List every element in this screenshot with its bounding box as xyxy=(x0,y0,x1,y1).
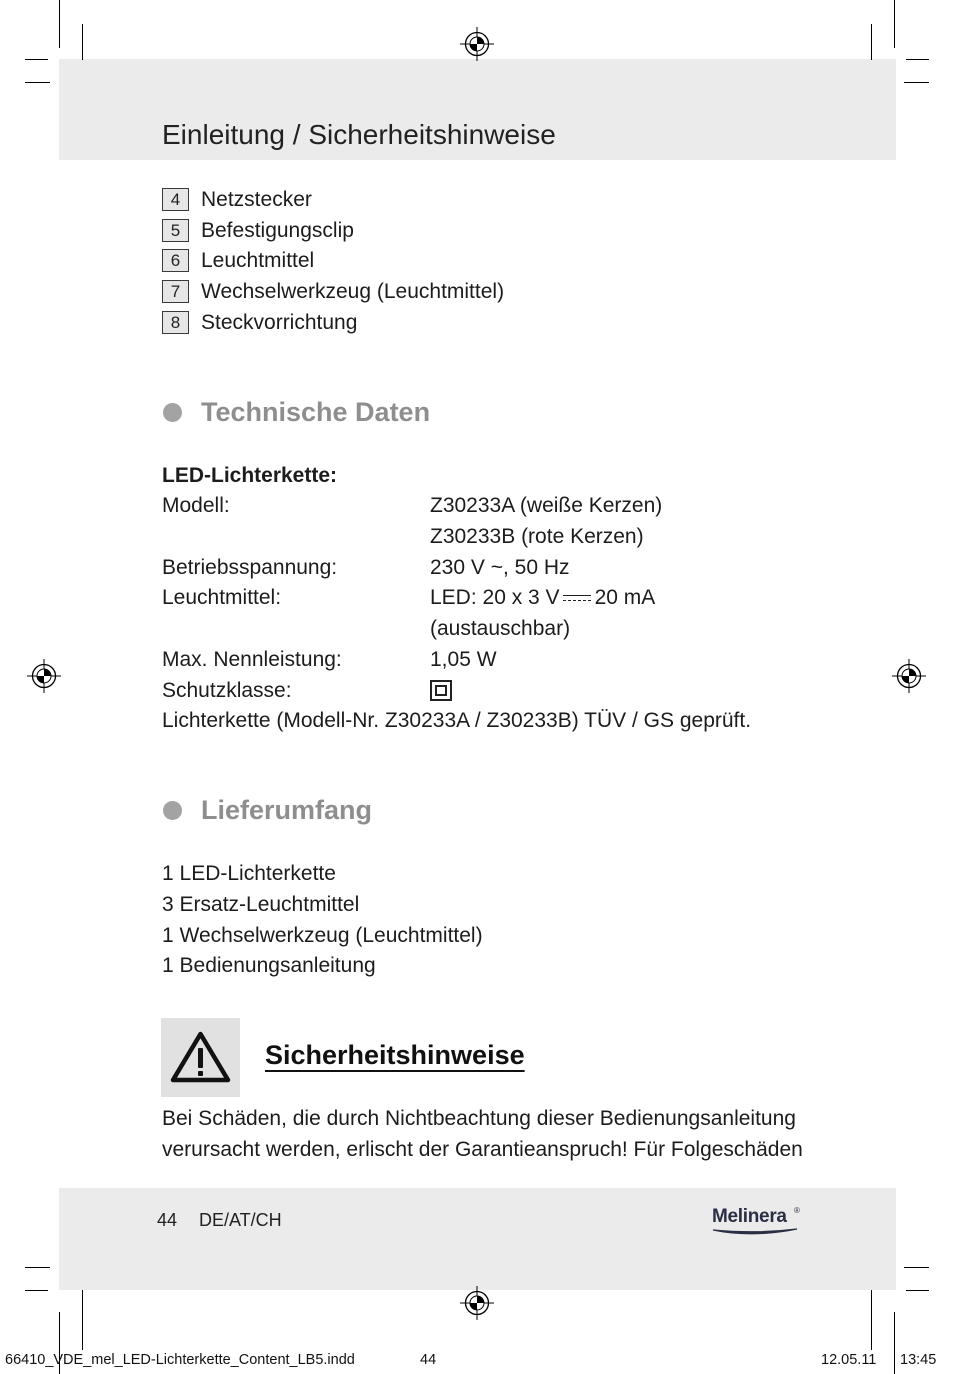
registration-mark-icon xyxy=(460,27,494,61)
direct-current-icon xyxy=(563,594,591,603)
safety-paragraph-line: verursacht werden, erlischt der Garantieanspruch! Für Folgeschäden xyxy=(162,1138,803,1161)
slug-time: 13:45 xyxy=(900,1352,937,1368)
part-number-box: 8 xyxy=(162,311,189,334)
spec-label-power: Max. Nennleistung: xyxy=(162,648,342,671)
list-item: 3 Ersatz-Leuchtmittel xyxy=(162,893,360,916)
region-label: DE/AT/CH xyxy=(199,1210,282,1230)
spec-value-bulbs-current: 20 mA xyxy=(594,586,656,609)
section-heading-technical-data: Technische Daten xyxy=(201,397,431,427)
part-number-box: 7 xyxy=(162,280,189,303)
spec-value-voltage: 230 V ~, 50 Hz xyxy=(430,556,570,579)
brand-logo xyxy=(712,1205,802,1239)
slug-date: 12.05.11 xyxy=(821,1352,877,1368)
part-number-box: 5 xyxy=(162,219,189,242)
part-number-box: 4 xyxy=(162,188,189,211)
warning-triangle-icon xyxy=(161,1018,240,1097)
spec-value-bulbs xyxy=(430,582,655,613)
certification-text: Lichterkette (Modell-Nr. Z30233A / Z30233B) TÜV / GS geprüft. xyxy=(162,709,752,732)
bullet-circle-icon xyxy=(163,403,182,422)
protection-class-ii-icon xyxy=(430,680,452,701)
slug-file-name: 66410_VDE_mel_LED-Lichterkette_Content_LB5.indd xyxy=(5,1352,355,1368)
bullet-circle-icon xyxy=(163,801,182,820)
list-item: 1 Wechselwerkzeug (Leuchtmittel) xyxy=(162,924,483,947)
warning-box xyxy=(161,1018,240,1097)
section-heading-delivery-scope: Lieferumfang xyxy=(201,795,373,825)
brand-name: Melinera xyxy=(712,1206,787,1227)
footer-band xyxy=(59,1188,896,1290)
slug-page-number: 44 xyxy=(420,1352,437,1368)
spec-value-power: 1,05 W xyxy=(430,648,497,671)
spec-value-bulbs-note: (austauschbar) xyxy=(430,617,571,640)
part-label: Leuchtmittel xyxy=(201,249,315,272)
registration-mark-icon xyxy=(892,659,926,693)
part-label: Steckvorrichtung xyxy=(201,311,358,334)
spec-subheading: LED-Lichterkette: xyxy=(162,464,338,487)
safety-paragraph-line: Bei Schäden, die durch Nichtbeachtung dieser Bedienungsanleitung xyxy=(162,1107,796,1130)
spec-label-protection-class: Schutzklasse: xyxy=(162,679,292,702)
list-item: 1 Bedienungsanleitung xyxy=(162,954,376,977)
registered-mark: ® xyxy=(794,1206,800,1215)
part-label: Wechselwerkzeug (Leuchtmittel) xyxy=(201,280,505,303)
spec-label-voltage: Betriebsspannung: xyxy=(162,556,338,579)
section-heading-safety: Sicherheitshinweise xyxy=(265,1040,525,1070)
spec-value-model: Z30233A (weiße Kerzen) xyxy=(430,494,663,517)
part-label: Befestigungsclip xyxy=(201,219,354,242)
spec-label-bulbs: Leuchtmittel: xyxy=(162,586,282,609)
registration-mark-icon xyxy=(27,659,61,693)
spec-label-model: Modell: xyxy=(162,494,230,517)
list-item: 1 LED-Lichterkette xyxy=(162,862,336,885)
registration-mark-icon xyxy=(460,1286,494,1320)
spec-value-model-2: Z30233B (rote Kerzen) xyxy=(430,525,644,548)
part-number-box: 6 xyxy=(162,249,189,272)
part-label: Netzstecker xyxy=(201,188,312,211)
spec-value-bulbs-text: LED: 20 x 3 V xyxy=(430,586,560,609)
brand-swoosh-icon xyxy=(712,1227,798,1237)
page-title: Einleitung / Sicherheitshinweise xyxy=(162,119,556,150)
page-number: 44 xyxy=(157,1210,178,1230)
